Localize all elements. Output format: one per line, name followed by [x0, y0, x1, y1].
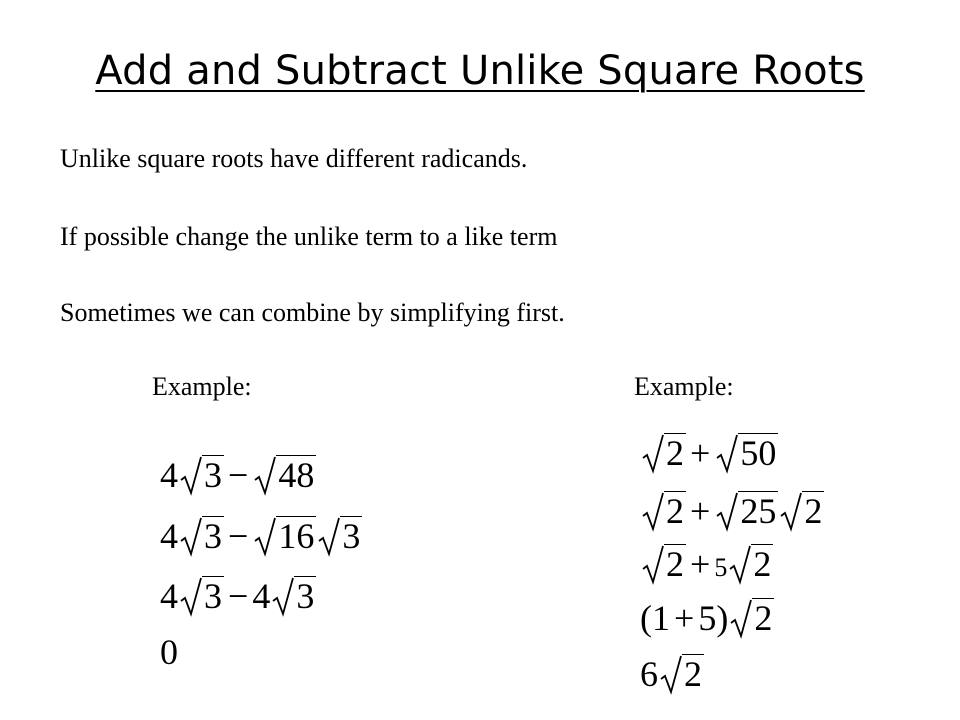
radical-sign-icon — [780, 492, 802, 532]
square-root — [716, 430, 778, 476]
radical-sign-icon — [318, 517, 340, 557]
radicand: 25 — [740, 491, 777, 531]
number: 5) — [698, 598, 729, 638]
number: 0 — [160, 632, 178, 672]
radical-sign-icon — [716, 434, 738, 474]
radicand: 3 — [296, 576, 315, 616]
square-root — [642, 430, 686, 476]
definition-text: Unlike square roots have different radicands. — [60, 144, 528, 173]
square-root — [642, 541, 686, 587]
math-step — [640, 595, 774, 641]
radicand: 2 — [666, 491, 684, 531]
radical-sign-icon — [642, 545, 664, 585]
number: 4 — [160, 455, 178, 495]
radicand: 3 — [204, 576, 222, 616]
math-step — [640, 488, 824, 534]
radicand: 2 — [753, 544, 772, 584]
radicand: 50 — [740, 433, 777, 473]
math-step — [160, 513, 362, 559]
radicand: 2 — [666, 544, 684, 584]
square-root — [729, 541, 773, 587]
operator: + — [690, 433, 711, 473]
radical-sign-icon — [254, 456, 276, 496]
number: (1 — [640, 598, 670, 638]
math-step — [160, 452, 316, 498]
radicand: 2 — [804, 491, 823, 531]
radical-sign-icon — [729, 545, 751, 585]
radical-sign-icon — [716, 492, 738, 532]
operator: − — [228, 576, 249, 616]
number: 5 — [714, 553, 728, 582]
square-root — [780, 488, 824, 534]
number: 4 — [160, 516, 178, 556]
radicand: 2 — [754, 598, 773, 638]
slide-title-text: Add and Subtract Unlike Square Roots — [95, 48, 865, 94]
operator: + — [690, 491, 711, 531]
right-example-label: Example: — [634, 372, 734, 401]
simplify-first-text: Sometimes we can combine by simplifying first. — [60, 298, 565, 327]
math-step — [160, 629, 178, 675]
radical-sign-icon — [180, 577, 202, 617]
radical-sign-icon — [180, 517, 202, 557]
radicand: 48 — [278, 455, 315, 495]
radicand: 3 — [204, 516, 222, 556]
square-root — [272, 573, 316, 619]
number: 4 — [252, 576, 271, 616]
number: 4 — [160, 576, 178, 616]
square-root — [180, 452, 224, 498]
square-root — [180, 573, 224, 619]
square-root — [716, 488, 778, 534]
radicand: 3 — [342, 516, 361, 556]
radicand: 16 — [278, 516, 315, 556]
strategy-text: If possible change the unlike term to a like term — [60, 222, 558, 251]
math-step — [640, 651, 704, 697]
radicand: 3 — [204, 455, 222, 495]
radical-sign-icon — [660, 655, 682, 695]
math-step — [640, 430, 778, 476]
square-root — [254, 513, 316, 559]
square-root — [254, 452, 316, 498]
number: 6 — [640, 654, 658, 694]
radicand: 2 — [684, 654, 702, 694]
radical-sign-icon — [642, 492, 664, 532]
slide-title — [0, 48, 960, 94]
operator: − — [228, 516, 249, 556]
radical-sign-icon — [272, 577, 294, 617]
radical-sign-icon — [254, 517, 276, 557]
operator: + — [690, 544, 711, 584]
left-example-label: Example: — [152, 372, 252, 401]
operator: + — [674, 598, 695, 638]
square-root — [318, 513, 362, 559]
operator: − — [228, 455, 249, 495]
radical-sign-icon — [642, 434, 664, 474]
math-step — [640, 541, 773, 587]
radical-sign-icon — [180, 456, 202, 496]
square-root — [730, 595, 774, 641]
radical-sign-icon — [730, 599, 752, 639]
square-root — [642, 488, 686, 534]
math-step — [160, 573, 316, 619]
radicand: 2 — [666, 433, 684, 473]
square-root — [180, 513, 224, 559]
square-root — [660, 651, 704, 697]
